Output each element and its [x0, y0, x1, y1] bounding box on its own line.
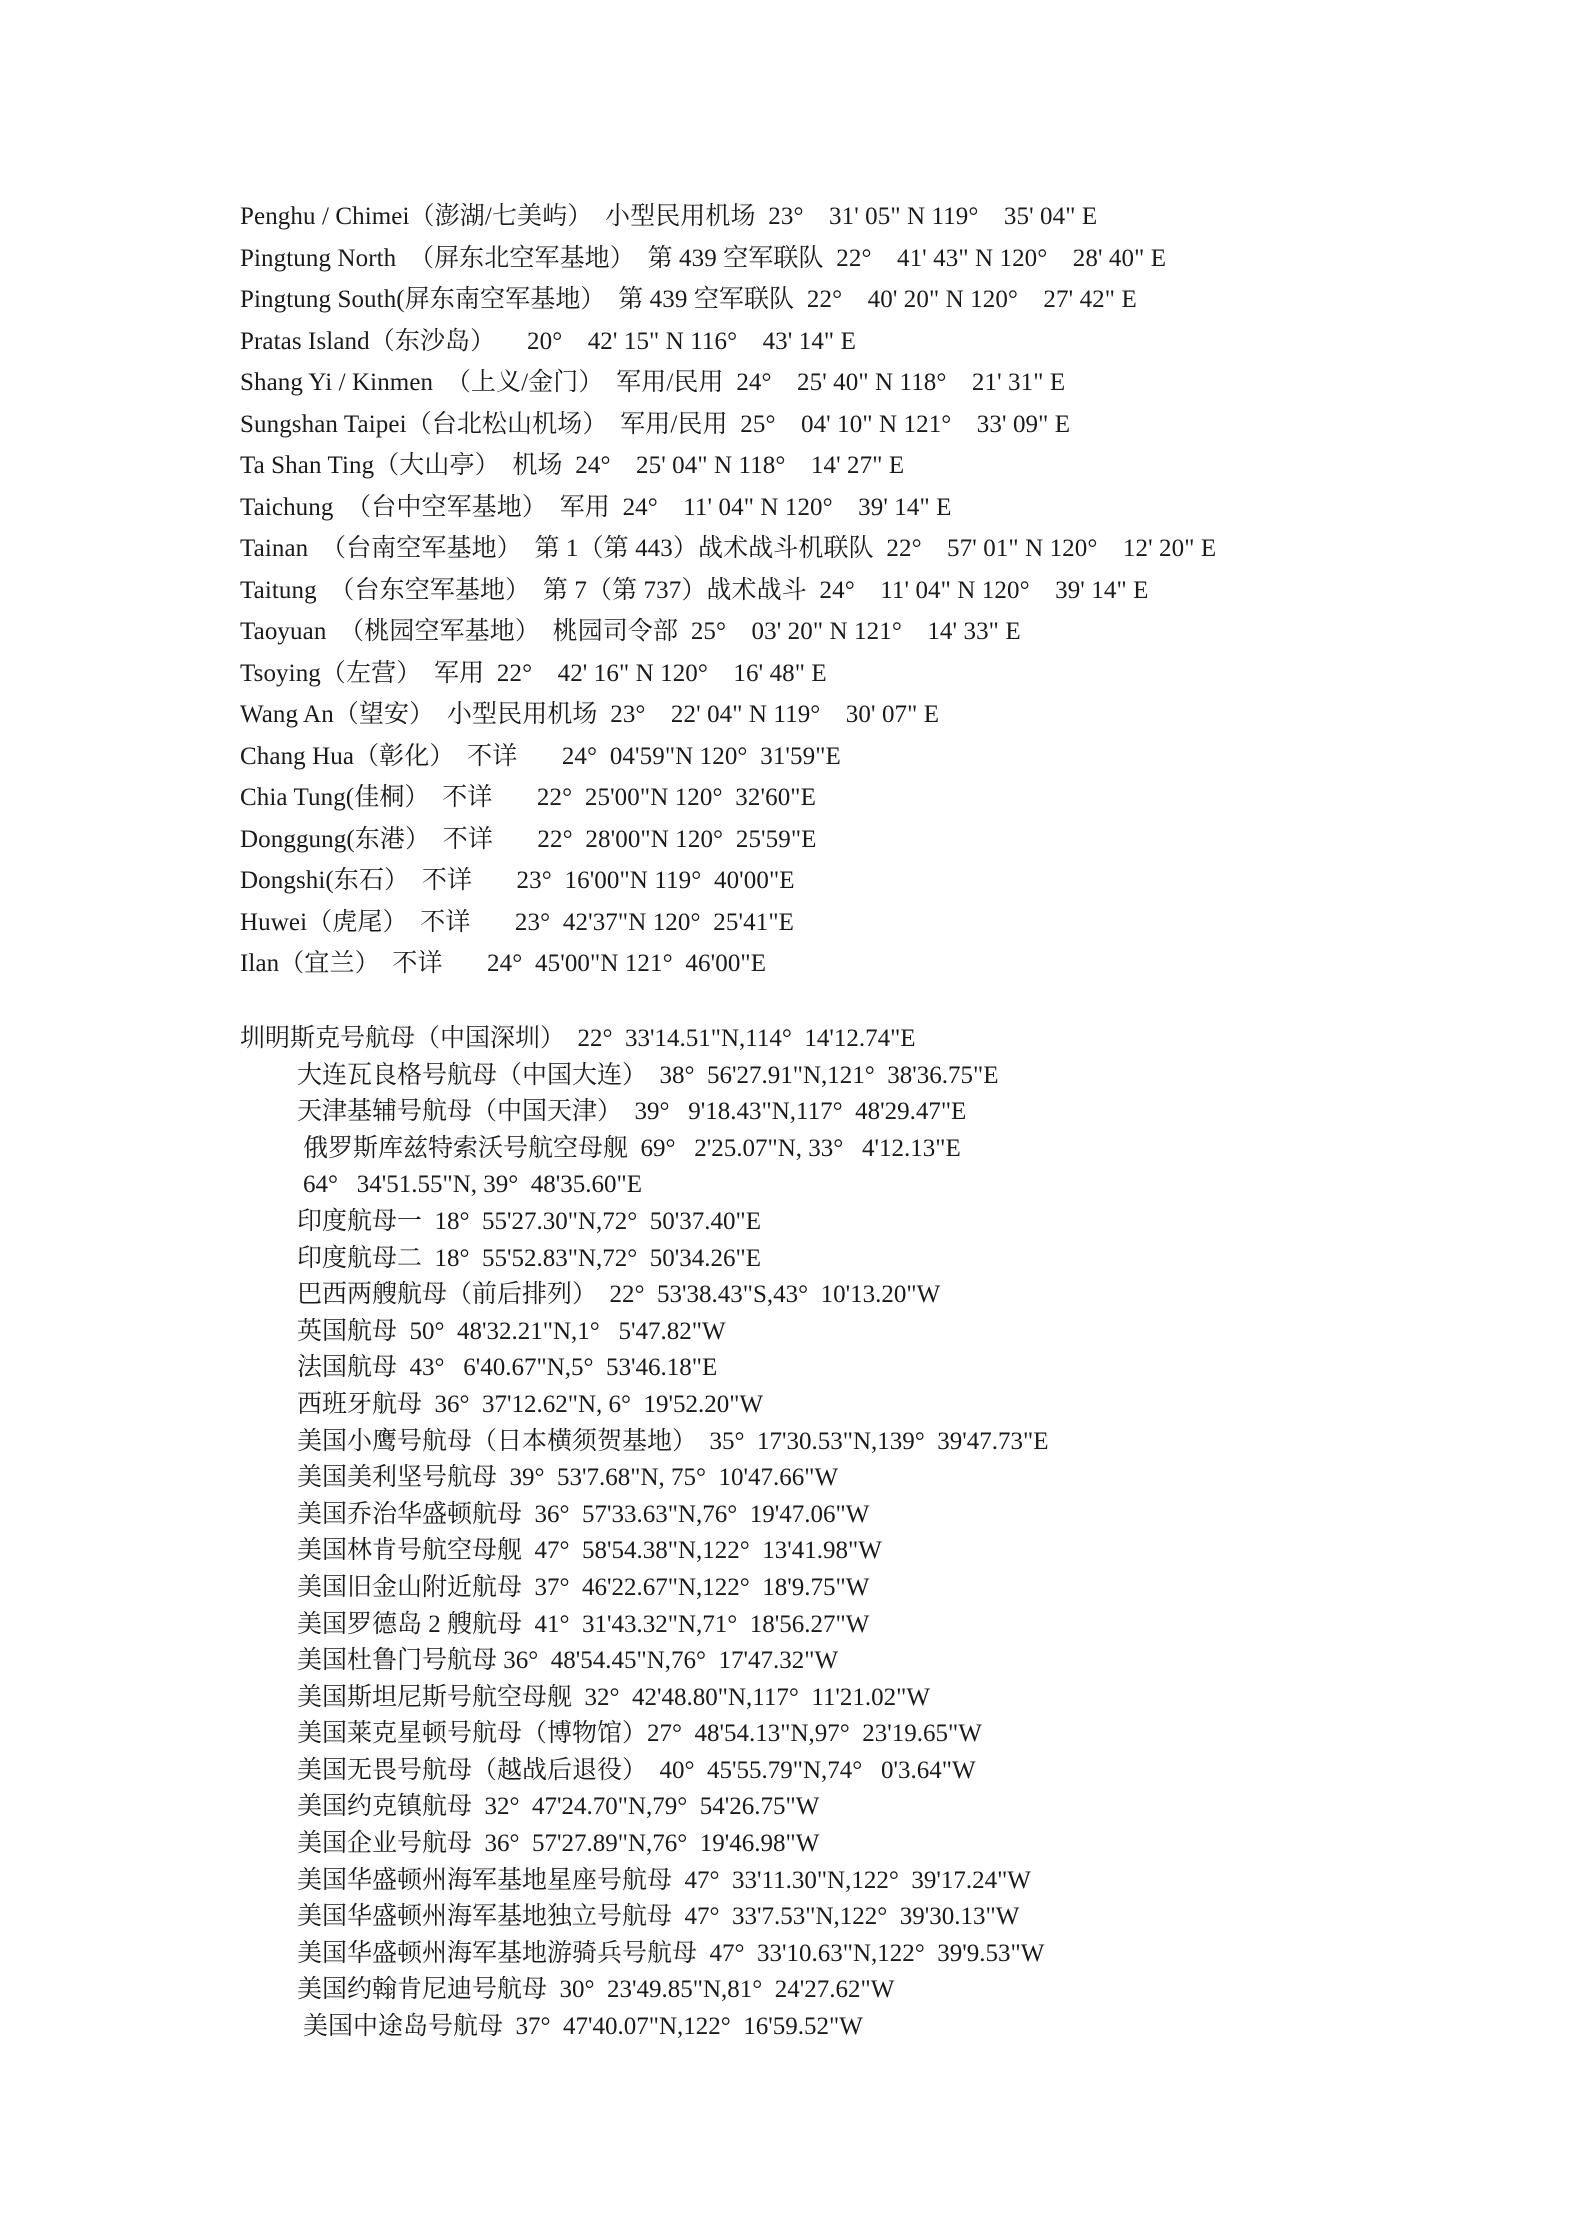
list-item: 美国约翰肯尼迪号航母 30° 23'49.85"N,81° 24'27.62"W	[297, 1976, 895, 2004]
list-item: 美国华盛顿州海军基地星座号航母 47° 33'11.30"N,122° 39'17.24"W	[297, 1866, 1031, 1894]
list-item: 圳明斯克号航母（中国深圳） 22° 33'14.51"N,114° 14'12.74"E	[240, 1025, 916, 1052]
list-item: Taoyuan （桃园空军基地） 桃园司令部 25° 03' 20" N 121° 14' 33" E	[240, 618, 1021, 645]
list-item: Pingtung South(屏东南空军基地） 第 439 空军联队 22° 40' 20" N 120° 27' 42" E	[240, 286, 1137, 313]
list-item: 美国华盛顿州海军基地游骑兵号航母 47° 33'10.63"N,122° 39'9.53"W	[297, 1939, 1045, 1967]
list-item: 印度航母二 18° 55'52.83"N,72° 50'34.26"E	[297, 1244, 761, 1272]
list-item: Pratas Island（东沙岛） 20° 42' 15" N 116° 43' 14" E	[240, 327, 856, 355]
list-item: Chang Hua（彰化） 不详 24° 04'59"N 120° 31'59"E	[240, 742, 841, 770]
list-item: 巴西两艘航母（前后排列） 22° 53'38.43"S,43° 10'13.20"W	[297, 1281, 941, 1309]
list-item: 美国中途岛号航母 37° 47'40.07"N,122° 16'59.52"W	[303, 2013, 863, 2041]
list-item: Huwei（虎尾） 不详 23° 42'37"N 120° 25'41"E	[240, 908, 794, 936]
list-item: 印度航母一 18° 55'27.30"N,72° 50'37.40"E	[297, 1207, 761, 1235]
list-item: 天津基辅号航母（中国天津） 39° 9'18.43"N,117° 48'29.47"E	[297, 1098, 967, 1126]
airfield-coordinates-list	[240, 196, 1460, 985]
list-item: Ilan（宜兰） 不详 24° 45'00"N 121° 46'00"E	[240, 950, 767, 977]
list-item: 美国斯坦尼斯号航空母舰 32° 42'48.80"N,117° 11'21.02"W	[297, 1683, 930, 1711]
list-item: 大连瓦良格号航母（中国大连） 38° 56'27.91"N,121° 38'36.75"E	[297, 1061, 999, 1089]
carrier-coordinates-list	[240, 1021, 1460, 2046]
list-item: 美国企业号航母 36° 57'27.89"N,76° 19'46.98"W	[297, 1830, 820, 1858]
list-item: 法国航母 43° 6'40.67"N,5° 53'46.18"E	[297, 1354, 718, 1382]
list-item: Ta Shan Ting（大山亭） 机场 24° 25' 04" N 118° 14' 27" E	[240, 452, 905, 479]
list-item: 美国旧金山附近航母 37° 46'22.67"N,122° 18'9.75"W	[297, 1573, 870, 1601]
list-item: Sungshan Taipei（台北松山机场） 军用/民用 25° 04' 10" N 121° 33' 09" E	[240, 410, 1071, 438]
list-item: 美国无畏号航母（越战后退役） 40° 45'55.79"N,74° 0'3.64"W	[297, 1756, 976, 1784]
list-item: Tsoying（左营） 军用 22° 42' 16" N 120° 16' 48" E	[240, 659, 827, 687]
list-item: 西班牙航母 36° 37'12.62"N, 6° 19'52.20"W	[297, 1390, 764, 1418]
list-item: 美国华盛顿州海军基地独立号航母 47° 33'7.53"N,122° 39'30.13"W	[297, 1903, 1020, 1931]
list-item: Tainan （台南空军基地） 第 1（第 443）战术战斗机联队 22° 57' 01" N 120° 12' 20" E	[240, 535, 1217, 562]
list-item: 美国林肯号航空母舰 47° 58'54.38"N,122° 13'41.98"W	[297, 1537, 882, 1565]
list-item: 美国杜鲁门号航母 36° 48'54.45"N,76° 17'47.32"W	[297, 1647, 839, 1675]
list-item: 美国莱克星顿号航母（博物馆）27° 48'54.13"N,97° 23'19.65"W	[297, 1720, 982, 1748]
list-item: Taitung （台东空军基地） 第 7（第 737）战术战斗 24° 11' 04" N 120° 39' 14" E	[240, 576, 1149, 604]
list-item: Chia Tung(佳桐） 不详 22° 25'00"N 120° 32'60"E	[240, 784, 816, 811]
list-item: 64° 34'51.55"N, 39° 48'35.60"E	[303, 1171, 642, 1199]
list-item: 英国航母 50° 48'32.21"N,1° 5'47.82"W	[297, 1317, 726, 1345]
list-item: 美国约克镇航母 32° 47'24.70"N,79° 54'26.75"W	[297, 1793, 820, 1821]
list-item: Taichung （台中空军基地） 军用 24° 11' 04" N 120° 39' 14" E	[240, 493, 952, 521]
list-item: Wang An（望安） 小型民用机场 23° 22' 04" N 119° 30' 07" E	[240, 701, 940, 728]
list-item: 美国美利坚号航母 39° 53'7.68"N, 75° 10'47.66"W	[297, 1464, 839, 1492]
list-item: 俄罗斯库兹特索沃号航空母舰 69° 2'25.07"N, 33° 4'12.13"E	[303, 1134, 961, 1162]
list-item: Pingtung North （屏东北空军基地） 第 439 空军联队 22° 41' 43" N 120° 28' 40" E	[240, 244, 1167, 272]
list-item: 美国乔治华盛顿航母 36° 57'33.63"N,76° 19'47.06"W	[297, 1500, 870, 1528]
list-item: Shang Yi / Kinmen （上义/金门） 军用/民用 24° 25' 40" N 118° 21' 31" E	[240, 369, 1066, 396]
list-item: 美国小鹰号航母（日本横须贺基地） 35° 17'30.53"N,139° 39'47.73"E	[297, 1427, 1049, 1455]
list-item: Penghu / Chimei（澎湖/七美屿） 小型民用机场 23° 31' 05" N 119° 35' 04" E	[240, 203, 1098, 230]
list-item: Dongshi(东石） 不详 23° 16'00"N 119° 40'00"E	[240, 867, 795, 894]
list-item: 美国罗德岛 2 艘航母 41° 31'43.32"N,71° 18'56.27"W	[297, 1610, 870, 1638]
list-item: Donggung(东港） 不详 22° 28'00"N 120° 25'59"E	[240, 825, 817, 853]
